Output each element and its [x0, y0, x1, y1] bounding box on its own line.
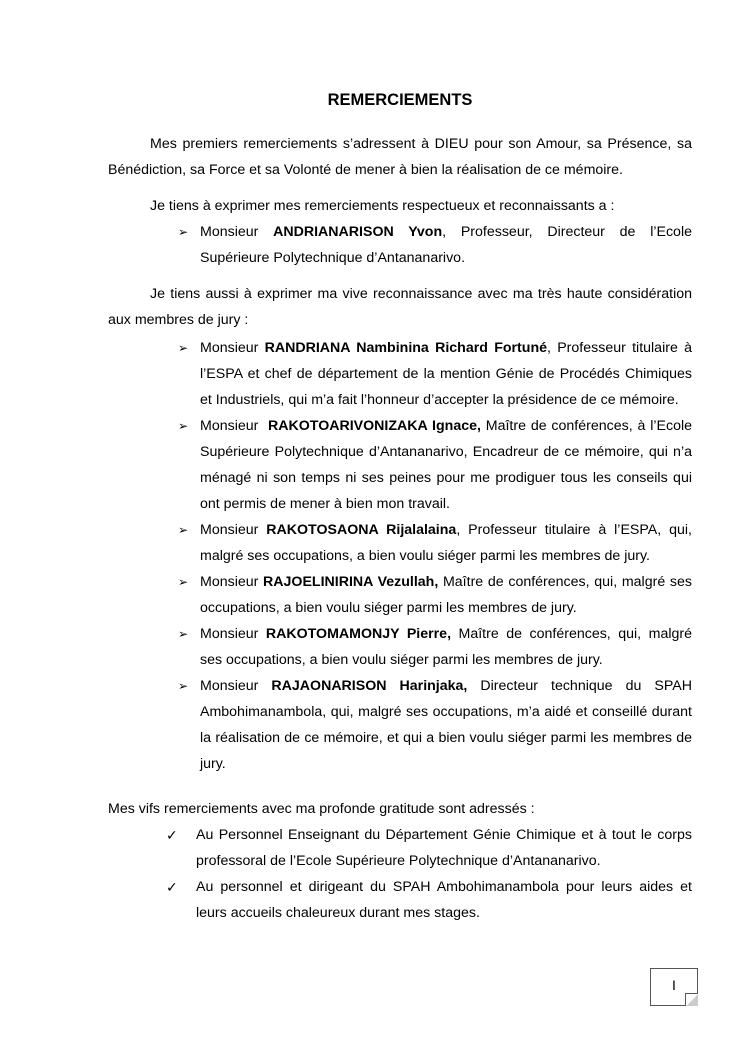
- page-number-box: [650, 968, 698, 1006]
- person-name: RANDRIANA Nambinina Richard Fortuné: [264, 340, 547, 356]
- person-name: RAJAONARISON Harinjaka,: [271, 678, 468, 694]
- paragraph-gratitude: Mes vifs remerciements avec ma profonde gratitude sont adressés :: [108, 801, 535, 817]
- list-item: ➢ Monsieur RAKOTOMAMONJY Pierre, Maître de conférences, qui, malgré ses occupations, a bien voulu siéger parmi les membres de jury.: [108, 621, 692, 673]
- list-item: ➢ Monsieur RAJOELINIRINA Vezullah, Maître de conférences, qui, malgré ses occupations, a bien voulu siéger parmi les membres de jury.: [108, 569, 692, 621]
- page-title: REMERCIEMENTS: [327, 91, 473, 109]
- checkmark-bullet-icon: ✓: [166, 879, 178, 895]
- folded-corner-icon: [685, 993, 698, 1006]
- list-item: ✓ Au Personnel Enseignant du Département Génie Chimique et à tout le corps professoral de l’Ecole Supérieure Polytechnique d’Antananarivo.: [108, 822, 692, 874]
- person-name: RAKOTOMAMONJY Pierre,: [265, 626, 452, 642]
- list-item: ➢ Monsieur RAKOTOARIVONIZAKA Ignace, Maître de conférences, à l’Ecole Supérieure Polytechnique d’Antananarivo, Encadreur de ce mémoire, qui n’a ménagé ni son temps ni ses peines pour me prodiguer tous les conseils qui ont permis de mener à bien mon travail.: [108, 413, 692, 517]
- arrow-bullet-icon: ➢: [178, 679, 189, 693]
- person-name: RAKOTOSAONA Rijalalaina: [266, 522, 457, 538]
- person-name: RAKOTOARIVONIZAKA Ignace,: [268, 418, 481, 434]
- list-item: ➢ Monsieur RANDRIANA Nambinina Richard Fortuné, Professeur titulaire à l’ESPA et chef de département de la mention Génie de Procédés Chimiques et Industriels, qui m’a fait l’honneur d’accepter la présidence de ce mémoire.: [108, 335, 692, 413]
- arrow-bullet-icon: ➢: [178, 523, 189, 537]
- list-item: ➢ Monsieur RAKOTOSAONA Rijalalaina, Professeur titulaire à l’ESPA, qui, malgré ses occupations, a bien voulu siéger parmi les membres de jury.: [108, 517, 692, 569]
- paragraph-intro-director: Je tiens à exprimer mes remerciements respectueux et reconnaissants a :: [150, 198, 615, 214]
- arrow-bullet-icon: ➢: [178, 225, 189, 239]
- arrow-bullet-icon: ➢: [178, 575, 189, 589]
- page-number: I: [672, 977, 676, 993]
- arrow-bullet-icon: ➢: [178, 627, 189, 641]
- arrow-bullet-icon: ➢: [178, 341, 189, 355]
- director-list: [108, 219, 692, 271]
- list-item: ✓ Au personnel et dirigeant du SPAH Ambohimanambola pour leurs aides et leurs accueils chaleureux durant mes stages.: [108, 874, 692, 926]
- list-item: ➢ Monsieur RAJAONARISON Harinjaka, Directeur technique du SPAH Ambohimanambola, qui, malgré ses occupations, m’a aidé et conseillé durant la réalisation de ce mémoire, et qui a bien voulu siéger parmi les membres de jury.: [108, 673, 692, 777]
- person-name: RAJOELINIRINA Vezullah,: [263, 574, 439, 590]
- paragraph-intro-jury: Je tiens aussi à exprimer ma vive reconnaissance avec ma très haute considération aux membres de jury :: [108, 286, 692, 328]
- paragraph-dieu: Mes premiers remerciements s’adressent à DIEU pour son Amour, sa Présence, sa Bénédiction, sa Force et sa Volonté de mener à bien la réalisation de ce mémoire.: [108, 136, 692, 178]
- document-page: [108, 90, 692, 926]
- gratitude-list: [108, 822, 692, 926]
- checkmark-bullet-icon: ✓: [166, 827, 178, 843]
- list-item: ➢ Monsieur ANDRIANARISON Yvon, Professeur, Directeur de l’Ecole Supérieure Polytechnique d’Antananarivo.: [108, 219, 692, 271]
- jury-list: [108, 335, 692, 777]
- arrow-bullet-icon: ➢: [178, 419, 189, 433]
- person-name: ANDRIANARISON Yvon: [273, 224, 443, 240]
